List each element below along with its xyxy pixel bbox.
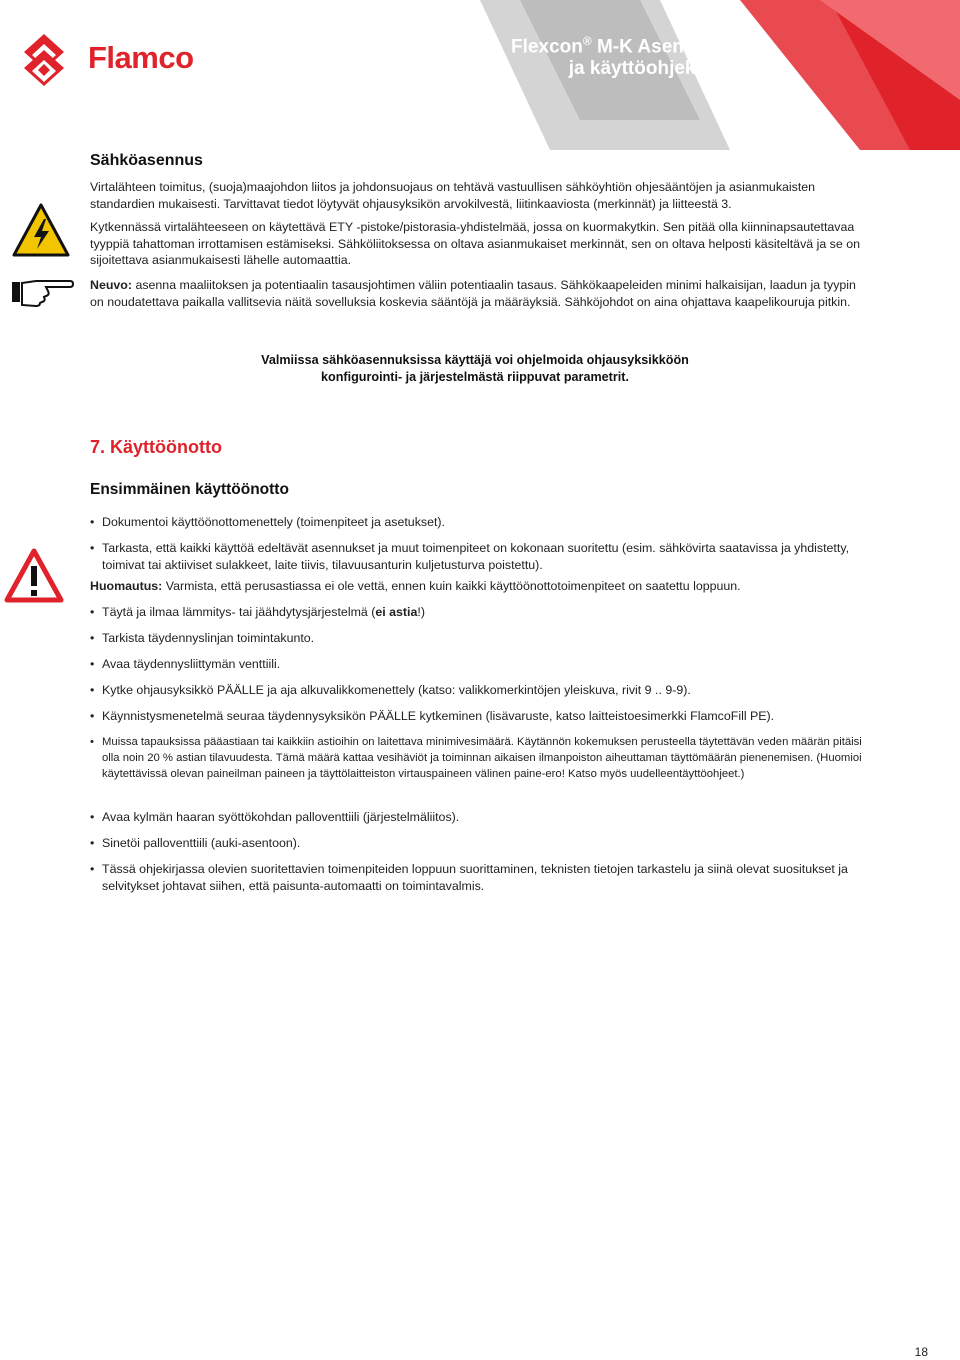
list-item: • Avaa kylmän haaran syöttökohdan palloventtiili (järjestelmäliitos). xyxy=(90,809,872,826)
list-item: • Kytke ohjausyksikkö PÄÄLLE ja aja alkuvalikkomenettely (katso: valikkomerkintöjen yleiskuva, rivit 9 .. 9-9). xyxy=(90,682,872,699)
list-item: • Tässä ohjekirjassa olevien suoritettavien toimenpiteiden loppuun suorittaminen, teknisten tietojen tarkastelu ja siinä olevat suositukset ja selvitykset johtavat siihen, että paisunta-automaatti on toimintavalmis. xyxy=(90,861,872,894)
list-item: • Dokumentoi käyttöönottomenettely (toimenpiteet ja asetukset). xyxy=(90,514,872,531)
note-label: Huomautus: xyxy=(90,579,163,593)
notice-line-2: konfigurointi- ja järjestelmästä riippuvat parametrit. xyxy=(321,370,629,384)
high-voltage-warning-icon xyxy=(12,203,70,257)
bold-warning: ei astia xyxy=(375,605,418,619)
list-item: • Käynnistysmenetelmä seuraa täydennysyksikön PÄÄLLE kytkeminen (lisävaruste, katso laitteistoesimerkki FlamcoFill PE). xyxy=(90,708,872,725)
notice-line-1: Valmiissa sähköasennuksissa käyttäjä voi ohjelmoida ohjausyksikköön xyxy=(261,353,689,367)
brand-name: Flamco xyxy=(88,40,194,75)
registered-mark: ® xyxy=(582,34,592,48)
electrical-paragraph-2: Kytkennässä virtalähteeseen on käytettävä ETY -pistoke/pistorasia-yhdistelmää, jossa on kuormakytkin. Sen pitää olla kiinninapsautettavaa tyyppiä tahattoman irrottamisen estämiseksi. Sähköliitoksessa on oltava asianmukaiset merkinnät, sen on oltava helposti käsiteltävä ja se on sijoitettava asianmukaisesti lähelle automaattia. xyxy=(90,220,860,267)
chapter-title: 7. Käyttöönotto xyxy=(90,437,222,457)
document-title-rest: M-K Asennus- xyxy=(591,36,724,58)
list-item: • Tarkasta, että kaikki käyttöä edeltävät asennukset ja muut toimenpiteet on kokonaan suoritettu (esim. sähkövirta saatavissa ja yhdistetty, toimivat tai aktiiviset sulakkeet, laite tiivis, tilavuusanturin kuljetusturva poistettu). xyxy=(90,540,872,573)
electrical-paragraph-1: Virtalähteen toimitus, (suoja)maajohdon liitos ja johdonsuojaus on tehtävä vastuullisen sähköyhtiön ohjesääntöjen ja asianmukaisten standardien mukaisesti. Tarvittavat tiedot löytyvät ohjausyksikön arvokilvestä, liitinkaaviosta (merkinnät) ja liitteestä 3. xyxy=(90,180,816,211)
tip-text: asenna maaliitoksen ja potentiaalin tasausjohtimen väliin potentiaalin tasaus. Sähkökaapeleiden minimi halkaisijan, laadun ja tyypin on noudatettava paikalla vallitsevia näitä sovelluksia koskevia sääntöjä ja määräyksiä. Sähköjohdot on aina ohjattava kaapelikouruja pitkin. xyxy=(90,278,856,309)
list-item: • Muissa tapauksissa pääastiaan tai kaikkiin astioihin on laitettava minimivesimäärä. Käytännön kokemuksen perusteella täytettävän veden määrän pitäisi olla noin 20 % astian tilavuudesta. Tämä määrä kattaa vesihäviöt ja toiminnan aikaisen ilmanpoiston aiheuttaman täyttömäärän pienenemisen. (Huomioi käytettävissä olevan paineilman paineen ja täyttölaitteiston virtauspaineen välinen paine-ero! Katso myös uudelleentäyttöohjeet.) xyxy=(90,734,872,782)
document-title-product: Flexcon xyxy=(511,36,583,58)
document-title-subtitle: ja käyttöohjekirja xyxy=(568,58,724,80)
caution-exclamation-icon xyxy=(4,548,64,604)
electrical-tip xyxy=(90,277,860,310)
commissioning-note xyxy=(90,578,860,595)
tip-label: Neuvo: xyxy=(90,278,132,292)
document-title xyxy=(511,30,724,80)
flamco-logo-icon xyxy=(24,34,64,86)
list-item: • Tarkista täydennyslinjan toimintakunto. xyxy=(90,630,872,647)
list-item: • Täytä ja ilmaa lämmitys- tai jäähdytysjärjestelmä (ei astia!) xyxy=(90,604,872,621)
electrical-notice xyxy=(90,352,860,386)
list-item: • Avaa täydennysliittymän venttiili. xyxy=(90,656,872,673)
page-number: 18 xyxy=(914,1345,928,1359)
section-heading-electrical: Sähköasennus xyxy=(90,152,203,169)
list-item: • Sinetöi palloventtiili (auki-asentoon). xyxy=(90,835,872,852)
section-heading-first-start: Ensimmäinen käyttöönotto xyxy=(90,481,289,498)
pointing-hand-icon xyxy=(10,277,74,307)
note-text: Varmista, että perusastiassa ei ole vettä, ennen kuin kaikki käyttöönottotoimenpiteet on saatettu loppuun. xyxy=(162,579,741,593)
